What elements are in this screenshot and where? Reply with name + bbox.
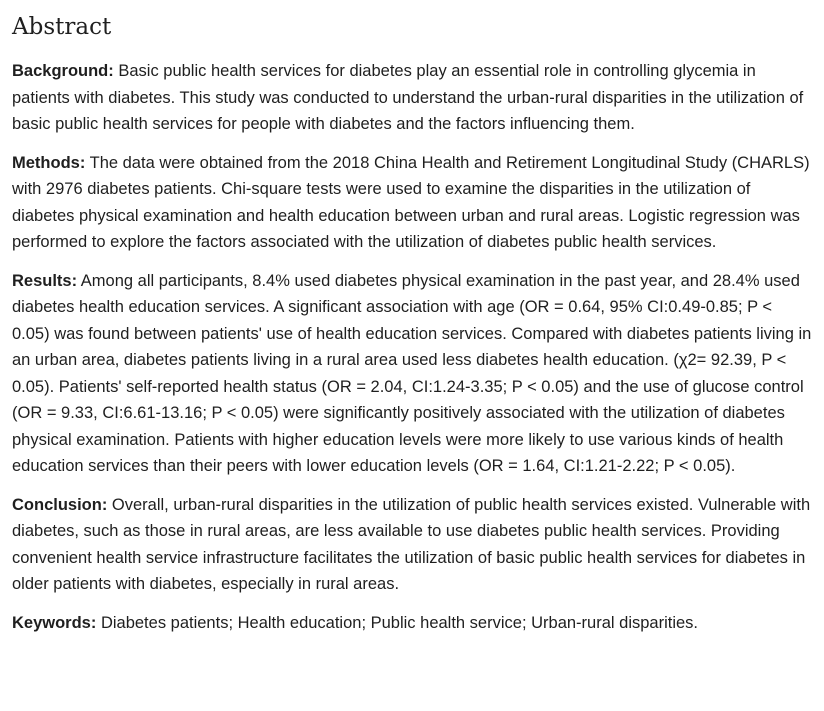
background-paragraph <box>12 58 812 138</box>
results-text: Among all participants, 8.4% used diabetes physical examination in the past year, and 28.4% used diabetes health education services. A significant association with age (OR = 0.64, 95% CI:0.49-0.85; P < 0.05) was found between patients' use of health education services. Compared with diabetes patients living in an urban area, diabetes patients living in a rural area used less diabetes health education. (χ2= 92.39, P < 0.05). Patients' self-reported health status (OR = 2.04, CI:1.24-3.35; P < 0.05) and the use of glucose control (OR = 9.33, CI:6.61-13.16; P < 0.05) were significantly positively associated with the utilization of diabetes physical examination. Patients with higher education levels were more likely to use various kinds of health education services than their peers with lower education levels (OR = 1.64, CI:1.21-2.22; P < 0.05). <box>12 271 812 475</box>
conclusion-paragraph <box>12 492 812 598</box>
keywords-label: Keywords: <box>12 613 97 632</box>
abstract-section <box>12 12 812 648</box>
background-label: Background: <box>12 62 114 80</box>
background-text: Basic public health services for diabetes play an essential role in controlling glycemia in patients with diabetes. This study was conducted to understand the urban-rural disparities in the utilization of basic public health services for people with diabetes and the factors influencing them. <box>12 62 804 133</box>
keywords-paragraph <box>12 610 812 637</box>
methods-paragraph <box>12 150 812 256</box>
results-paragraph <box>12 268 812 480</box>
methods-label: Methods: <box>12 153 86 172</box>
abstract-heading: Abstract <box>12 14 112 40</box>
conclusion-text: Overall, urban-rural disparities in the utilization of public health services existed. Vulnerable with diabetes, such as those in rural areas, are less available to use diabetes public health services. Providing convenient health service infrastructure facilitates the utilization of basic public health services for diabetes in older patients with diabetes, especially in rural areas. <box>12 495 811 593</box>
conclusion-label: Conclusion: <box>12 495 108 514</box>
keywords-text: Diabetes patients; Health education; Public health service; Urban-rural disparities. <box>96 613 699 632</box>
results-label: Results: <box>12 271 78 290</box>
methods-text: The data were obtained from the 2018 China Health and Retirement Longitudinal Study (CHARLS) with 2976 diabetes patients. Chi-square tests were used to examine the disparities in the utilization of diabetes physical examination and health education between urban and rural areas. Logistic regression was performed to explore the factors associated with the utilization of diabetes public health services. <box>12 153 810 251</box>
